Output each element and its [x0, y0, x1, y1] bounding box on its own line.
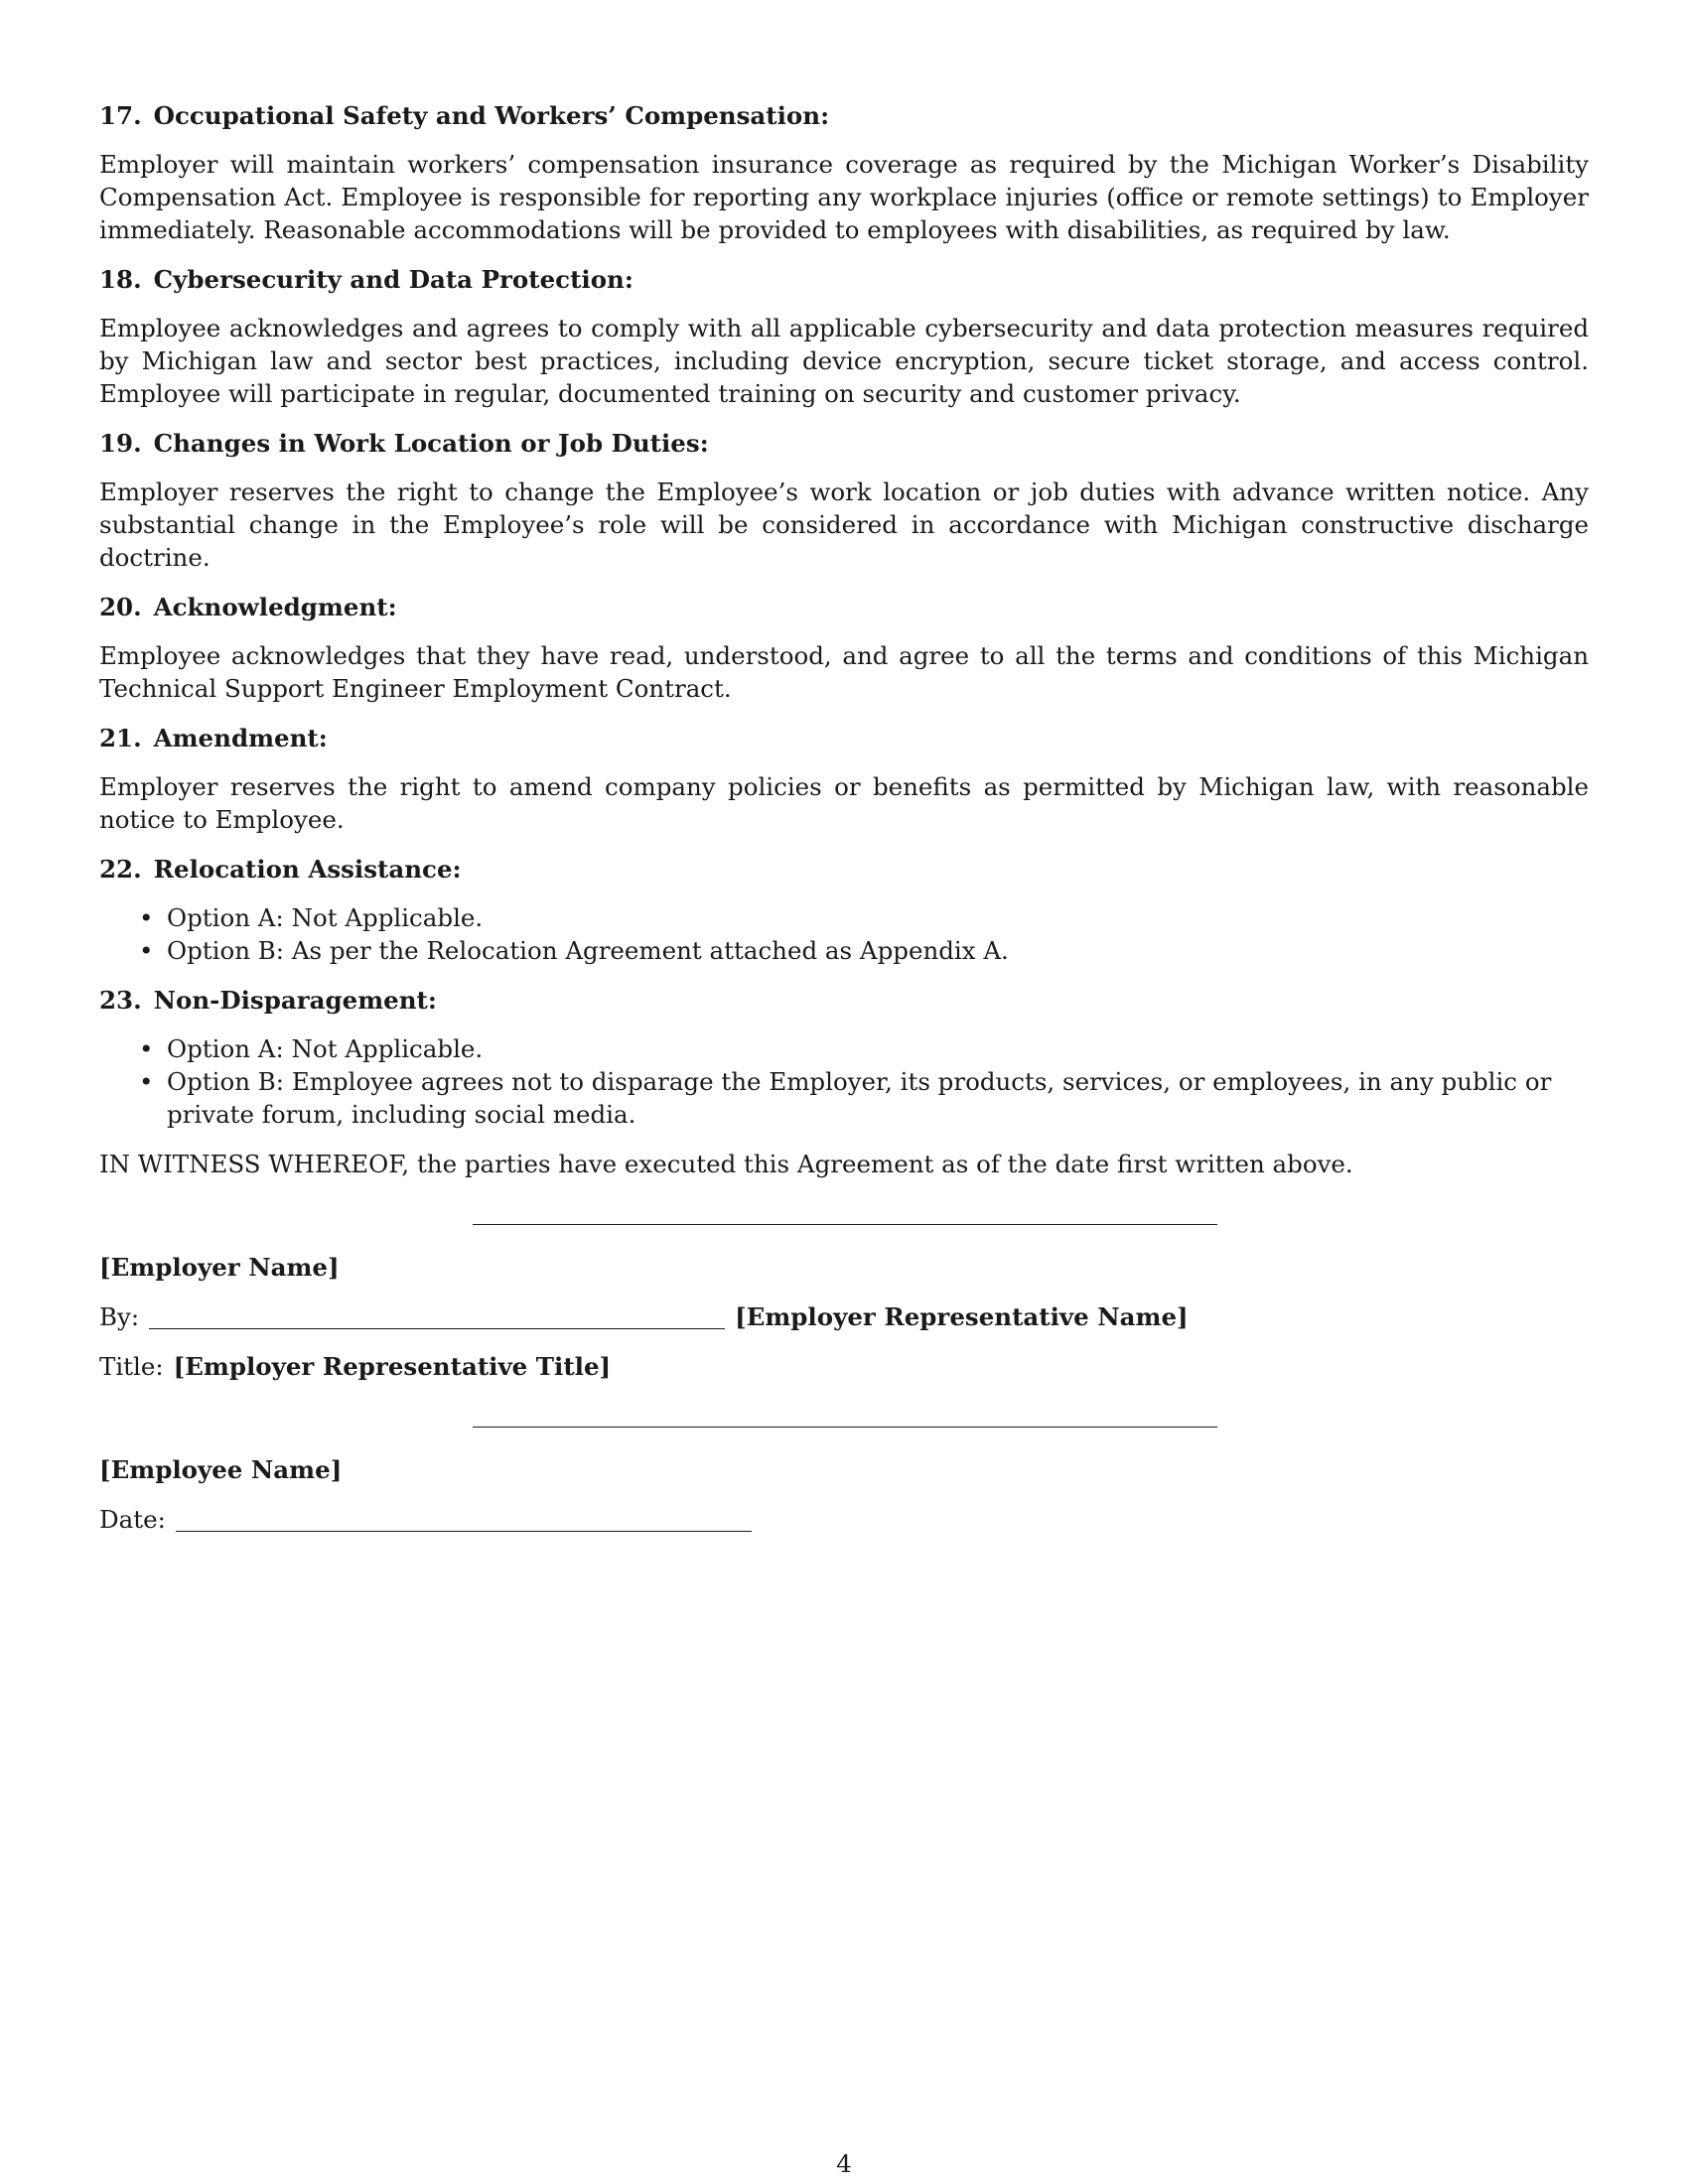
- section-title: Relocation Assistance:: [153, 855, 462, 884]
- employer-name: [Employer Name]: [99, 1253, 340, 1282]
- section-number: 22.: [99, 855, 142, 884]
- section-title: Changes in Work Location or Job Duties:: [153, 429, 709, 458]
- by-signature-field[interactable]: [149, 1302, 725, 1329]
- option-list: [99, 1032, 1589, 1131]
- section-heading: [99, 99, 1589, 133]
- section-number: 21.: [99, 724, 142, 752]
- section-number: 20.: [99, 593, 142, 621]
- section-heading: [99, 591, 1589, 624]
- list-item: [99, 1065, 1589, 1131]
- employee-signature-line[interactable]: [473, 1427, 1217, 1428]
- option-text: Option B: As per the Relocation Agreement attached as Appendix A.: [167, 936, 1009, 965]
- option-list: [99, 901, 1589, 967]
- section-body: Employee acknowledges and agrees to comply with all applicable cybersecurity and data protection measures required by Michigan law and sector best practices, including device encryption, secure ticket storage, and access control. Employee will participate in regular, documented training on security and customer privacy.: [99, 314, 1589, 408]
- representative-name: [Employer Representative Name]: [735, 1302, 1189, 1331]
- bullet: •: [139, 1034, 154, 1063]
- section-number: 19.: [99, 429, 142, 458]
- section-18: [99, 263, 1589, 410]
- section-heading: [99, 853, 1589, 887]
- bullet: •: [139, 903, 154, 932]
- section-number: 17.: [99, 101, 142, 130]
- employer-signature-line[interactable]: [473, 1224, 1217, 1225]
- list-item: [99, 1032, 1589, 1065]
- section-heading: [99, 722, 1589, 755]
- section-number: 23.: [99, 986, 142, 1015]
- bullet: •: [139, 936, 154, 965]
- witness-clause: IN WITNESS WHEREOF, the parties have executed this Agreement as of the date first written above.: [99, 1150, 1353, 1178]
- by-row: [99, 1300, 1589, 1333]
- section-22: [99, 853, 1589, 967]
- option-text: Option A: Not Applicable.: [167, 903, 484, 932]
- section-title: Amendment:: [153, 724, 328, 752]
- list-item: [99, 901, 1589, 934]
- page-number: 4: [836, 2149, 852, 2178]
- section-title: Cybersecurity and Data Protection:: [153, 265, 633, 294]
- title-label: Title:: [99, 1352, 164, 1381]
- date-label: Date:: [99, 1505, 166, 1534]
- section-body: Employer will maintain workers’ compensation insurance coverage as required by the Michigan Worker’s Disability Compensation Act. Employee is responsible for reporting any workplace injuries (office or remote settings) to Employer immediately. Reasonable accommodations will be provided to employees with disabilities, as required by law.: [99, 150, 1589, 244]
- section-heading: [99, 984, 1589, 1018]
- representative-title: [Employer Representative Title]: [173, 1352, 612, 1381]
- section-title: Occupational Safety and Workers’ Compensation:: [153, 101, 830, 130]
- section-title: Acknowledgment:: [153, 593, 397, 621]
- section-21: [99, 722, 1589, 836]
- date-row: [99, 1503, 1589, 1536]
- option-text: Option A: Not Applicable.: [167, 1034, 484, 1063]
- list-item: [99, 934, 1589, 967]
- option-text: Option B: Employee agrees not to disparage the Employer, its products, services, or employees, in any public or private forum, including social media.: [167, 1067, 1552, 1129]
- title-row: [99, 1350, 1589, 1383]
- section-17: [99, 99, 1589, 246]
- section-body: Employer reserves the right to amend company policies or benefits as permitted by Michigan law, with reasonable notice to Employee.: [99, 772, 1589, 834]
- section-heading: [99, 263, 1589, 297]
- section-body: Employer reserves the right to change the Employee’s work location or job duties with advance written notice. Any substantial change in the Employee’s role will be considered in accordance with Michigan constructive discharge doctrine.: [99, 478, 1589, 572]
- date-field[interactable]: [176, 1505, 752, 1532]
- document-page: [99, 99, 1589, 1536]
- section-20: [99, 591, 1589, 705]
- bullet: •: [139, 1067, 154, 1096]
- section-number: 18.: [99, 265, 142, 294]
- employee-name: [Employee Name]: [99, 1455, 343, 1484]
- section-heading: [99, 427, 1589, 461]
- section-23: [99, 984, 1589, 1131]
- section-title: Non-Disparagement:: [153, 986, 437, 1015]
- section-19: [99, 427, 1589, 574]
- section-body: Employee acknowledges that they have read, understood, and agree to all the terms and conditions of this Michigan Technical Support Engineer Employment Contract.: [99, 641, 1589, 703]
- by-label: By:: [99, 1302, 140, 1331]
